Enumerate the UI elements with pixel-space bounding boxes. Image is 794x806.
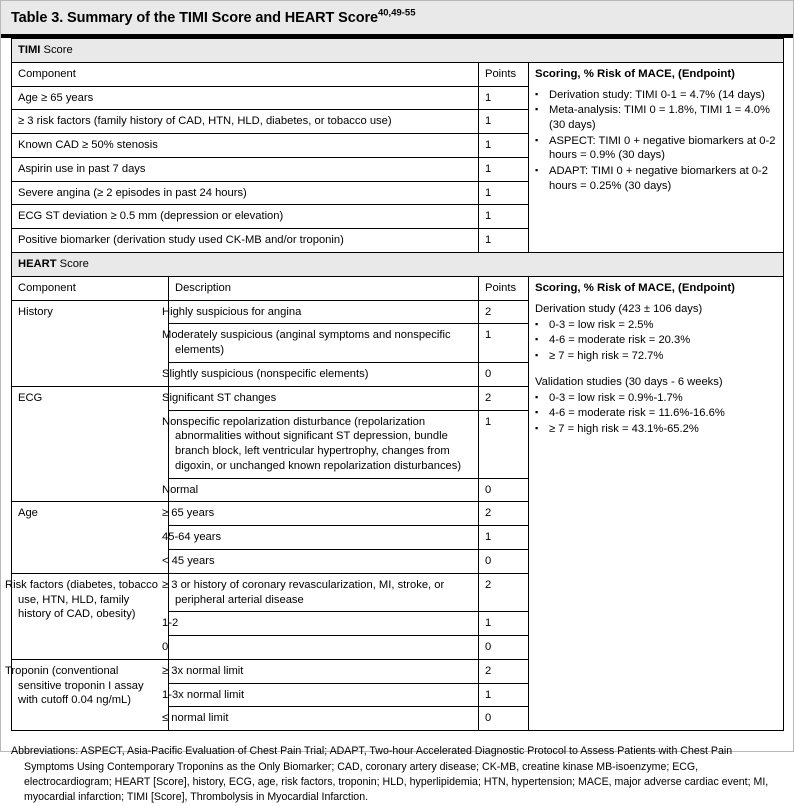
heart-description: Slightly suspicious (nonspecific elements)	[169, 362, 479, 386]
timi-points: 1	[479, 134, 529, 158]
heart-points: 0	[479, 636, 529, 660]
timi-component: Severe angina (≥ 2 episodes in past 24 hours)	[12, 181, 479, 205]
heart-band-cell	[12, 253, 784, 277]
heart-description: Nonspecific repolarization disturbance (repolarization abnormalities without significant ST depression, bundle branch block, left ventricular hypertrophy, changes from digoxin, or unchanged known repolarization disturbances)	[169, 410, 479, 478]
heart-description: 45-64 years	[169, 526, 479, 550]
abbreviations-footnote	[11, 744, 783, 805]
heart-validation-bullet	[535, 391, 777, 406]
heart-header-scoring: Scoring, % Risk of MACE, (Endpoint)	[535, 281, 735, 294]
timi-header-scoring: Scoring, % Risk of MACE, (Endpoint)	[535, 67, 735, 80]
timi-band-cell	[12, 39, 784, 63]
timi-scoring-bullet-text: Derivation study: TIMI 0-1 = 4.7% (14 days)	[549, 88, 765, 101]
timi-header-component: Component	[12, 62, 479, 86]
heart-description: ≥ 3x normal limit	[169, 659, 479, 683]
bullet-icon: ▪	[535, 422, 539, 433]
timi-points: 1	[479, 157, 529, 181]
heart-points: 1	[479, 324, 529, 363]
timi-scoring-bullet	[535, 164, 777, 194]
heart-description: 0	[169, 636, 479, 660]
heart-description: Normal	[169, 478, 479, 502]
heart-description: ≥ 65 years	[169, 502, 479, 526]
heart-section-band	[12, 253, 784, 277]
heart-band-label: HEART	[18, 258, 57, 271]
heart-derivation-bullet-text: ≥ 7 = high risk = 72.7%	[549, 349, 664, 362]
heart-component: Risk factors (diabetes, tobacco use, HTN, HLD, family history of CAD, obesity)	[12, 573, 169, 659]
heart-points: 0	[479, 707, 529, 731]
heart-validation-bullet-text: 4-6 = moderate risk = 11.6%-16.6%	[549, 407, 725, 420]
title-superscript-references: 40,49-55	[377, 7, 416, 19]
bullet-icon: ▪	[535, 134, 539, 145]
heart-component: ECG	[12, 386, 169, 502]
timi-scoring-bullet-text: Meta-analysis: TIMI 0 = 1.8%, TIMI 1 = 4.0% (30 days)	[549, 104, 770, 132]
heart-validation-bullet	[535, 422, 777, 437]
heart-header-points: Points	[479, 276, 529, 300]
heart-validation-heading: Validation studies (30 days - 6 weeks)	[535, 375, 723, 388]
heart-description: ≥ 3 or history of coronary revascularization, MI, stroke, or peripheral arterial disease	[169, 573, 479, 612]
timi-component: ≥ 3 risk factors (family history of CAD, HTN, HLD, diabetes, or tobacco use)	[12, 110, 479, 134]
timi-component: Positive biomarker (derivation study used CK-MB and/or troponin)	[12, 229, 479, 253]
timi-component: ECG ST deviation ≥ 0.5 mm (depression or elevation)	[12, 205, 479, 229]
timi-points: 1	[479, 86, 529, 110]
heart-component: Age	[12, 502, 169, 573]
heart-component: Troponin (conventional sensitive troponin I assay with cutoff 0.04 ng/mL)	[12, 659, 169, 730]
timi-score-table	[11, 38, 784, 253]
heart-header-component: Component	[12, 276, 169, 300]
heart-derivation-bullet-text: 4-6 = moderate risk = 20.3%	[549, 334, 691, 347]
timi-scoring-bullet	[535, 88, 777, 103]
heart-points: 2	[479, 386, 529, 410]
timi-points: 1	[479, 181, 529, 205]
timi-points: 1	[479, 205, 529, 229]
bullet-icon: ▪	[535, 391, 539, 402]
heart-points: 1	[479, 526, 529, 550]
timi-scoring-bullet	[535, 134, 777, 164]
bullet-icon: ▪	[535, 104, 539, 115]
timi-section-band	[12, 39, 784, 63]
heart-description: 1-3x normal limit	[169, 683, 479, 707]
bullet-icon: ▪	[535, 334, 539, 345]
table-title-band	[1, 1, 793, 38]
timi-component: Age ≥ 65 years	[12, 86, 479, 110]
bullet-icon: ▪	[535, 88, 539, 99]
heart-points: 1	[479, 683, 529, 707]
abbreviations-text: ASPECT, Asia-Pacific Evaluation of Chest Pain Trial; ADAPT, Two-hour Accelerated Diagnostic Protocol to Assess Patients with Chest Pain Symptoms Using Contemporary Troponins as the Only Biomarker; CAD, coronary artery disease; CK-MB, creatine kinase MB-isoenzyme; ECG, electrocardiogram; HEART [Score], history, ECG, age, risk factors, troponin; HLD, hyperlipidemia; HTN, hypertension; MACE, major adverse cardiac event; MI, myocardial infarction; TIMI [Score], Thrombolysis in Myocardial Infarction.	[24, 745, 769, 804]
heart-description: ≤ normal limit	[169, 707, 479, 731]
timi-scoring-bullet	[535, 103, 777, 133]
heart-component: History	[12, 300, 169, 386]
timi-scoring-cell	[529, 62, 784, 252]
scoring-gap	[535, 364, 777, 375]
heart-points: 2	[479, 300, 529, 324]
timi-scoring-bullet-text: ASPECT: TIMI 0 + negative biomarkers at 0-2 hours = 0.9% (30 days)	[549, 134, 776, 162]
heart-description: < 45 years	[169, 549, 479, 573]
page-title: Table 3. Summary of the TIMI Score and HEART Score	[11, 10, 378, 26]
heart-band-suffix: Score	[56, 258, 89, 271]
heart-points: 1	[479, 612, 529, 636]
heart-validation-bullet-text: ≥ 7 = high risk = 43.1%-65.2%	[549, 422, 699, 435]
timi-component: Known CAD ≥ 50% stenosis	[12, 134, 479, 158]
heart-derivation-bullet	[535, 318, 777, 333]
heart-description: Highly suspicious for angina	[169, 300, 479, 324]
heart-points: 2	[479, 502, 529, 526]
heart-points: 0	[479, 362, 529, 386]
heart-score-table	[5, 252, 784, 731]
heart-description: 1-2	[169, 612, 479, 636]
timi-scoring-bullet-text: ADAPT: TIMI 0 + negative biomarkers at 0-2 hours = 0.25% (30 days)	[549, 164, 768, 192]
bullet-icon: ▪	[535, 407, 539, 418]
heart-points: 0	[479, 478, 529, 502]
abbreviations-label: Abbreviations:	[11, 745, 79, 758]
heart-derivation-bullet	[535, 333, 777, 348]
heart-description: Moderately suspicious (anginal symptoms and nonspecific elements)	[169, 324, 479, 363]
timi-points: 1	[479, 110, 529, 134]
heart-derivation-bullet	[535, 349, 777, 364]
heart-points: 2	[479, 659, 529, 683]
bullet-icon: ▪	[535, 164, 539, 175]
heart-points: 2	[479, 573, 529, 612]
heart-derivation-bullet-text: 0-3 = low risk = 2.5%	[549, 318, 654, 331]
timi-band-suffix: Score	[40, 44, 73, 56]
timi-header-row	[12, 62, 784, 86]
timi-header-points: Points	[479, 62, 529, 86]
heart-points: 0	[479, 549, 529, 573]
heart-scoring-cell	[529, 276, 784, 730]
heart-points: 1	[479, 410, 529, 478]
timi-band-label: TIMI	[18, 44, 41, 56]
heart-validation-bullet-text: 0-3 = low risk = 0.9%-1.7%	[549, 391, 683, 404]
heart-description: Significant ST changes	[169, 386, 479, 410]
heart-header-row	[12, 276, 784, 300]
bullet-icon: ▪	[535, 318, 539, 329]
timi-points: 1	[479, 229, 529, 253]
bullet-icon: ▪	[535, 349, 539, 360]
timi-component: Aspirin use in past 7 days	[12, 157, 479, 181]
heart-header-description: Description	[169, 276, 479, 300]
heart-validation-bullet	[535, 406, 777, 421]
heart-derivation-heading: Derivation study (423 ± 106 days)	[535, 302, 703, 315]
